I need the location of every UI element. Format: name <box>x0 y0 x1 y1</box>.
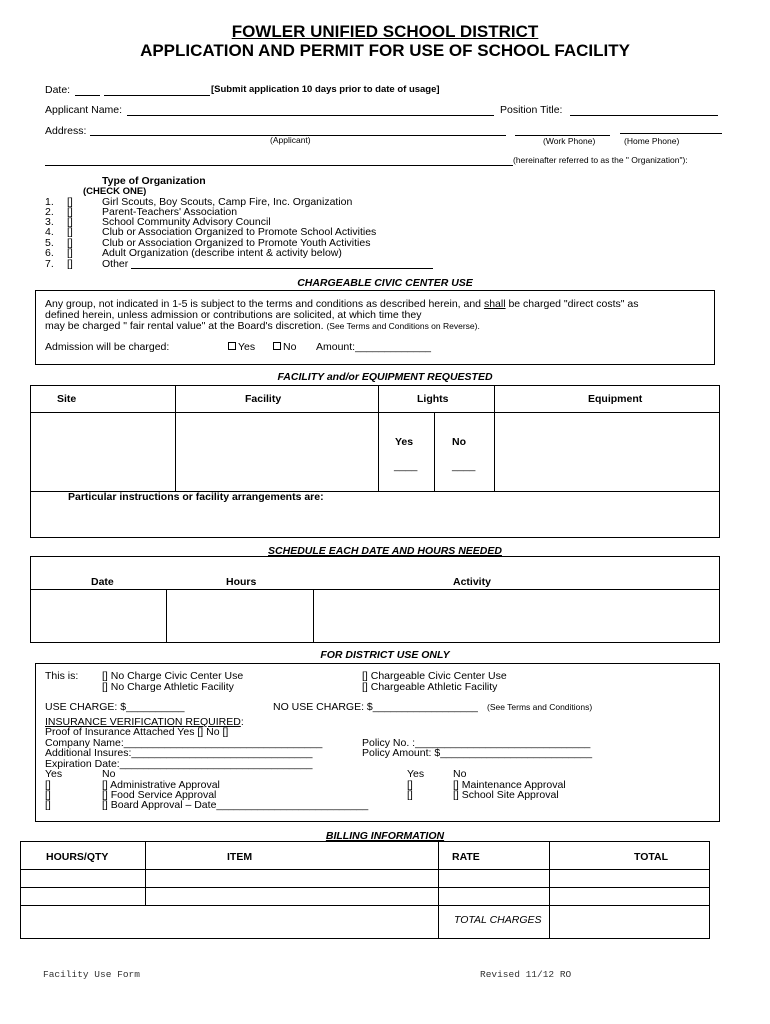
org-item-label: Club or Association Organized to Promote Youth Activities <box>102 237 371 249</box>
school-site-approval[interactable]: [] School Site Approval <box>453 789 559 801</box>
facility-table <box>30 385 720 538</box>
schedule-header-divider <box>30 589 720 590</box>
date-note: [Submit application 10 days prior to date of usage] <box>211 84 440 95</box>
expiration-date-field[interactable]: Expiration Date:_________________________________ <box>45 758 313 770</box>
food-service-approval[interactable]: [] Food Service Approval <box>102 789 217 801</box>
admission-no-option[interactable]: No <box>273 341 296 353</box>
org-item-checkbox[interactable]: [] <box>67 247 73 259</box>
organization-name-field[interactable] <box>45 165 513 166</box>
form-title: APPLICATION AND PERMIT FOR USE OF SCHOOL FACILITY <box>140 41 630 60</box>
facility-header-divider <box>30 412 720 413</box>
date-line-a[interactable] <box>75 95 100 96</box>
col-date: Date <box>91 576 114 588</box>
org-item-num: 4. <box>45 226 54 238</box>
org-item-checkbox[interactable]: [] <box>67 226 73 238</box>
use-charge-field[interactable]: USE CHARGE: $__________ <box>45 701 185 713</box>
facility-col-divider <box>378 385 379 491</box>
this-is-label: This is: <box>45 670 79 682</box>
org-item-label: Other <box>102 258 129 270</box>
col-hours-qty: HOURS/QTY <box>46 851 109 863</box>
checkbox-icon[interactable] <box>228 342 236 350</box>
position-title-field[interactable] <box>570 115 718 116</box>
col-lights: Lights <box>417 393 449 405</box>
org-item-checkbox[interactable]: [] <box>67 237 73 249</box>
admission-label: Admission will be charged: <box>45 341 170 353</box>
col-total: TOTAL <box>634 851 669 863</box>
lights-yes: Yes <box>395 436 414 448</box>
chargeable-athletic-option[interactable]: [] Chargeable Athletic Facility <box>362 681 498 693</box>
org-item-checkbox[interactable]: [] <box>67 216 73 228</box>
org-type-heading: Type of Organization <box>102 175 206 187</box>
approval-yes-box[interactable]: [] <box>407 789 413 801</box>
organization-note: (hereinafter referred to as the " Organization"): <box>513 155 688 165</box>
total-charges-label: TOTAL CHARGES <box>454 914 542 926</box>
district-use-heading: FOR DISTRICT USE ONLY <box>320 649 450 661</box>
schedule-table <box>30 556 720 643</box>
billing-row-divider <box>20 869 710 870</box>
billing-table <box>20 841 710 939</box>
board-approval[interactable]: [] Board Approval – Date__________________________ <box>102 799 369 811</box>
footer-revision: Revised 11/12 RO <box>480 969 572 980</box>
company-name-field[interactable]: Company Name:__________________________________ <box>45 737 323 749</box>
org-item-checkbox[interactable]: [] <box>67 258 73 270</box>
approval-yes-box[interactable]: [] <box>45 799 51 811</box>
chargeable-civic-option[interactable]: [] Chargeable Civic Center Use <box>362 670 507 682</box>
approval-no-label: No <box>102 768 116 780</box>
facility-col-divider <box>494 385 495 491</box>
maintenance-approval[interactable]: [] Maintenance Approval <box>453 779 566 791</box>
approval-no-label: No <box>453 768 467 780</box>
col-facility: Facility <box>245 393 282 405</box>
footer-form-name: Facility Use Form <box>43 969 140 980</box>
org-item-num: 3. <box>45 216 54 228</box>
address-label: Address: <box>45 125 87 137</box>
lights-yes-field[interactable]: ____ <box>394 460 418 472</box>
billing-row-divider <box>20 887 710 888</box>
approval-yes-label: Yes <box>407 768 425 780</box>
district-title: FOWLER UNIFIED SCHOOL DISTRICT <box>231 22 539 41</box>
col-equipment: Equipment <box>588 393 643 405</box>
amount-field[interactable]: Amount:_____________ <box>316 341 432 353</box>
org-item-num: 5. <box>45 237 54 249</box>
facility-heading: FACILITY and/or EQUIPMENT REQUESTED <box>277 371 493 383</box>
policy-no-field[interactable]: Policy No. :______________________________ <box>362 737 591 749</box>
col-item: ITEM <box>227 851 253 863</box>
insurance-heading: INSURANCE VERIFICATION REQUIRED: <box>45 716 244 728</box>
org-item-num: 7. <box>45 258 54 270</box>
org-item-num: 2. <box>45 206 54 218</box>
approval-yes-box[interactable]: [] <box>407 779 413 791</box>
no-use-charge-field[interactable]: NO USE CHARGE: $__________________ <box>273 701 478 713</box>
lights-no-field[interactable]: ____ <box>452 460 476 472</box>
other-field[interactable] <box>131 268 433 269</box>
checkbox-icon[interactable] <box>273 342 281 350</box>
see-terms-note: (See Terms and Conditions) <box>487 702 593 712</box>
col-activity: Activity <box>453 576 491 588</box>
chargeable-text-line2: defined herein, unless admission or contributions are solicited, at which time they <box>45 309 422 321</box>
facility-col-divider <box>175 385 176 491</box>
home-phone-caption: (Home Phone) <box>624 136 680 146</box>
org-item-label: School Community Advisory Council <box>102 216 271 228</box>
org-item-checkbox[interactable]: [] <box>67 206 73 218</box>
org-item-checkbox[interactable]: [] <box>67 196 73 208</box>
applicant-caption: (Applicant) <box>270 135 311 145</box>
administrative-approval[interactable]: [] Administrative Approval <box>102 779 220 791</box>
applicant-name-field[interactable] <box>127 115 494 116</box>
schedule-col-divider <box>166 589 167 643</box>
admission-yes-option[interactable]: Yes <box>228 341 255 353</box>
date-label: Date: <box>45 84 71 96</box>
approval-yes-box[interactable]: [] <box>45 789 51 801</box>
proof-of-insurance[interactable]: Proof of Insurance Attached Yes [] No [] <box>45 726 229 738</box>
lights-col-divider <box>434 412 435 491</box>
org-item-label: Parent-Teachers' Association <box>102 206 238 218</box>
org-item-label: Adult Organization (describe intent & activity below) <box>102 247 342 259</box>
org-item-num: 1. <box>45 196 54 208</box>
additional-insures-field[interactable]: Additional Insures:_______________________________ <box>45 747 313 759</box>
applicant-name-label: Applicant Name: <box>45 104 123 116</box>
billing-heading: BILLING INFORMATION <box>325 830 445 842</box>
chargeable-text-line3: may be charged " fair rental value" at the Board's discretion. (See Terms and Conditions on Reverse). <box>45 320 480 332</box>
chargeable-heading: CHARGEABLE CIVIC CENTER USE <box>297 277 473 289</box>
no-charge-athletic-option[interactable]: [] No Charge Athletic Facility <box>102 681 234 693</box>
col-site: Site <box>57 393 77 405</box>
chargeable-text-line1: Any group, not indicated in 1-5 is subject to the terms and conditions as described herein, and shall be charged "direct costs" as <box>45 298 639 310</box>
lights-no: No <box>452 436 466 448</box>
col-rate: RATE <box>452 851 480 863</box>
billing-col-divider <box>549 841 550 939</box>
billing-col-divider <box>438 841 439 939</box>
col-hours: Hours <box>226 576 257 588</box>
billing-row-divider <box>20 905 710 906</box>
org-item-label: Girl Scouts, Boy Scouts, Camp Fire, Inc. Organization <box>102 196 353 208</box>
org-item-num: 6. <box>45 247 54 259</box>
schedule-heading: SCHEDULE EACH DATE AND HOURS NEEDED <box>268 545 502 557</box>
date-field[interactable] <box>104 95 210 96</box>
instructions-label: Particular instructions or facility arrangements are: <box>68 491 324 503</box>
policy-amount-field[interactable]: Policy Amount: $__________________________ <box>362 747 593 759</box>
org-item-label: Club or Association Organized to Promote School Activities <box>102 226 377 238</box>
billing-col-divider <box>145 841 146 905</box>
position-title-label: Position Title: <box>500 104 563 116</box>
approval-yes-label: Yes <box>45 768 63 780</box>
home-phone-field[interactable] <box>620 133 722 134</box>
work-phone-caption: (Work Phone) <box>543 136 596 146</box>
approval-yes-box[interactable]: [] <box>45 779 51 791</box>
check-one-label: (CHECK ONE) <box>83 186 147 197</box>
no-charge-civic-option[interactable]: [] No Charge Civic Center Use <box>102 670 244 682</box>
schedule-col-divider <box>313 589 314 643</box>
